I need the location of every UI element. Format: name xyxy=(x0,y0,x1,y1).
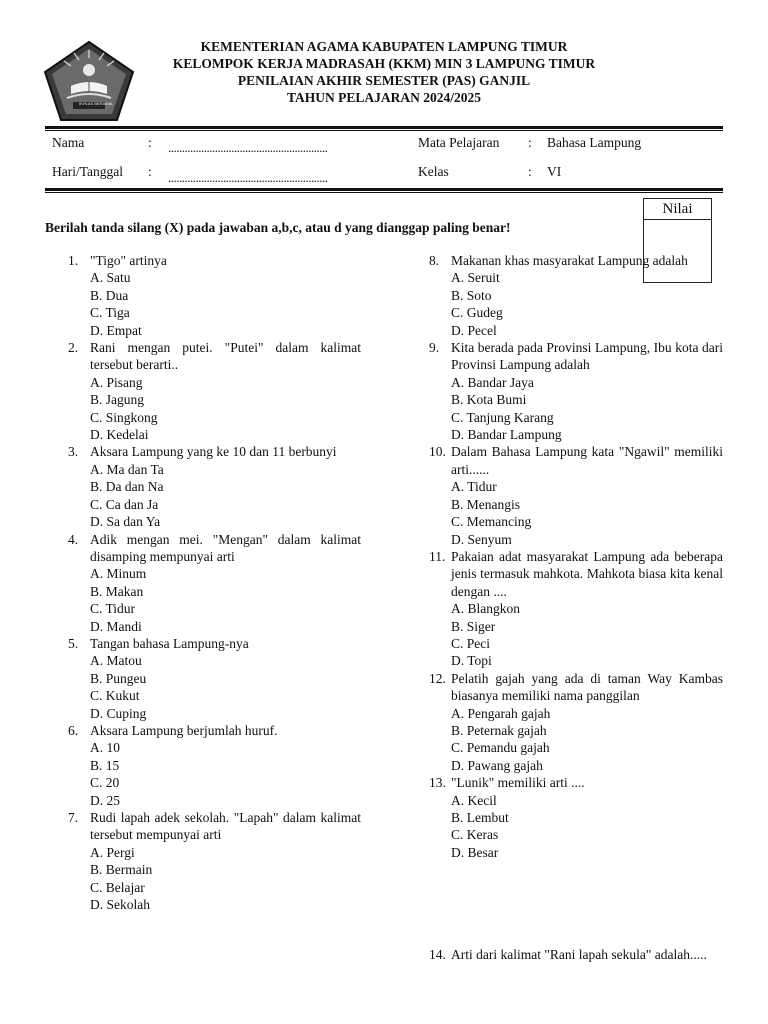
question-number: 4. xyxy=(68,531,79,547)
question-item xyxy=(429,339,723,443)
header-line-year: TAHUN PELAJARAN 2024/2025 xyxy=(286,90,481,105)
answer-option[interactable]: C. Peci xyxy=(451,635,490,651)
answer-option[interactable]: C. Tiga xyxy=(90,305,130,321)
question-number: 3. xyxy=(68,444,79,460)
answer-option[interactable]: D. Mandi xyxy=(90,618,142,634)
question-number: 13. xyxy=(429,775,446,791)
answer-option[interactable]: A. Bandar Jaya xyxy=(451,374,534,390)
question-text: Dalam Bahasa Lampung kata "Ngawil" memiliki arti...... xyxy=(451,444,723,477)
question-text: Makanan khas masyarakat Lampung adalah xyxy=(451,253,688,268)
hari-colon: : xyxy=(148,164,152,179)
question-text: Rani mengan putei. "Putei" dalam kalimat tersebut berarti.. xyxy=(90,340,361,373)
question-number: 14. xyxy=(429,947,446,962)
question-item xyxy=(68,252,361,339)
answer-option[interactable]: B. Lembut xyxy=(451,810,509,825)
hari-tanggal-field[interactable]: .......................................................... xyxy=(168,170,328,185)
answer-option[interactable]: A. Pergi xyxy=(90,844,135,860)
answer-option[interactable]: C. Kukut xyxy=(90,688,140,704)
kelas-label: Kelas xyxy=(418,164,449,179)
answer-option[interactable]: A. Matou xyxy=(90,653,142,669)
header-rule-thin xyxy=(45,130,723,131)
kelas-colon: : xyxy=(528,164,532,179)
answer-option[interactable]: C. Singkong xyxy=(90,409,158,425)
nama-field[interactable]: .......................................................... xyxy=(168,140,328,155)
answer-option[interactable]: C. Tidur xyxy=(90,601,136,617)
answer-option[interactable]: D. Sekolah xyxy=(90,897,150,913)
question-item xyxy=(429,946,723,963)
answer-option[interactable]: C. Keras xyxy=(451,827,499,843)
question-item xyxy=(68,531,361,635)
question-item xyxy=(429,774,723,861)
info-rule-thick xyxy=(45,188,723,191)
answer-option[interactable]: C. Pemandu gajah xyxy=(451,740,550,756)
answer-option[interactable]: A. Minum xyxy=(90,566,147,582)
header-line-ministry: KEMENTERIAN AGAMA KABUPATEN LAMPUNG TIMUR xyxy=(200,39,568,54)
header-rule-thick xyxy=(45,126,723,129)
question-item xyxy=(429,548,723,670)
question-number: 5. xyxy=(68,635,79,651)
question-text: Pelatih gajah yang ada di taman Way Kambas biasanya memiliki nama panggilan xyxy=(451,670,723,704)
answer-option[interactable]: C. 20 xyxy=(90,775,120,791)
question-number: 9. xyxy=(429,340,440,356)
question-number: 10. xyxy=(429,444,446,460)
answer-option[interactable]: D. Kedelai xyxy=(90,427,149,443)
answer-option[interactable]: C. Tanjung Karang xyxy=(451,409,554,425)
answer-option[interactable]: C. Memancing xyxy=(451,514,532,530)
question-item xyxy=(429,443,723,547)
answer-option[interactable]: D. Senyum xyxy=(451,531,512,547)
hari-label: Hari/Tanggal xyxy=(52,164,124,179)
answer-option[interactable]: D. Pawang gajah xyxy=(451,757,543,773)
answer-option[interactable]: B. Jagung xyxy=(90,392,144,408)
answer-option[interactable]: B. 15 xyxy=(90,757,120,773)
question-number: 8. xyxy=(429,253,440,268)
answer-option[interactable]: A. Blangkon xyxy=(451,601,520,617)
question-number: 11. xyxy=(429,548,446,564)
answer-option[interactable]: B. Soto xyxy=(451,287,492,303)
answer-option[interactable]: A. Seruit xyxy=(451,270,500,286)
logo-motto: IKHLAS BERAMAL xyxy=(79,101,114,106)
answer-option[interactable]: D. Cuping xyxy=(90,705,147,721)
answer-option[interactable]: B. Peternak gajah xyxy=(451,722,547,738)
answer-option[interactable]: B. Bermain xyxy=(90,862,153,878)
question-item xyxy=(68,809,361,913)
answer-option[interactable]: D. Topi xyxy=(451,653,492,669)
mapel-colon: : xyxy=(528,135,532,150)
answer-option[interactable]: A. Satu xyxy=(90,270,131,286)
kelas-value: VI xyxy=(547,164,562,179)
question-item xyxy=(68,635,361,722)
answer-option[interactable]: D. Bandar Lampung xyxy=(451,427,562,443)
question-text: "Lunik" memiliki arti .... xyxy=(451,775,585,791)
question-item xyxy=(429,670,723,774)
answer-option[interactable]: C. Ca dan Ja xyxy=(90,496,159,512)
answer-option[interactable]: D. Besar xyxy=(451,844,499,860)
question-number: 2. xyxy=(68,340,79,356)
question-item xyxy=(68,339,361,443)
answer-option[interactable]: D. 25 xyxy=(90,792,120,808)
answer-option[interactable]: D. Empat xyxy=(90,322,142,338)
answer-option[interactable]: B. Menangis xyxy=(451,496,520,512)
nama-colon: : xyxy=(148,135,152,150)
answer-option[interactable]: A. Pengarah gajah xyxy=(451,705,551,721)
document-header xyxy=(120,38,648,106)
answer-option[interactable]: B. Da dan Na xyxy=(90,479,164,495)
question-number: 6. xyxy=(68,722,79,738)
question-item xyxy=(68,443,361,530)
mapel-value: Bahasa Lampung xyxy=(547,135,642,150)
question-text: Rudi lapah adek sekolah. "Lapah" dalam kalimat tersebut mempunyai arti xyxy=(90,810,361,843)
question-text: Kita berada pada Provinsi Lampung, Ibu kota dari Provinsi Lampung adalah xyxy=(451,340,723,373)
questions-right-column xyxy=(429,252,723,861)
question-text: Adik mengan mei. "Mengan" dalam kalimat disamping mempunyai arti xyxy=(90,531,361,564)
question-text: "Tigo" artinya xyxy=(90,253,167,268)
question-text: Tangan bahasa Lampung-nya xyxy=(90,635,249,651)
info-rule-thin xyxy=(45,192,723,193)
question-item xyxy=(429,252,723,339)
answer-option[interactable]: C. Gudeg xyxy=(451,305,503,321)
nilai-label: Nilai xyxy=(644,199,711,220)
answer-option[interactable]: C. Belajar xyxy=(90,879,145,895)
mapel-label: Mata Pelajaran xyxy=(418,135,500,150)
answer-option[interactable]: A. 10 xyxy=(90,740,120,756)
answer-option[interactable]: B. Pungeu xyxy=(90,670,147,686)
question-text: Pakaian adat masyarakat Lampung ada beberapa jenis termasuk mahkota. Mahkota biasa kita kenal dengan .... xyxy=(451,548,723,599)
answer-option[interactable]: A. Ma dan Ta xyxy=(90,461,164,477)
header-line-kkm: KELOMPOK KERJA MADRASAH (KKM) MIN 3 LAMPUNG TIMUR xyxy=(172,56,596,71)
question-text: Aksara Lampung yang ke 10 dan 11 berbunyi xyxy=(90,444,337,460)
answer-option[interactable]: D. Pecel xyxy=(451,322,497,338)
answer-option[interactable]: D. Sa dan Ya xyxy=(90,514,161,530)
answer-option[interactable]: B. Dua xyxy=(90,287,129,303)
answer-option[interactable]: A. Kecil xyxy=(451,792,497,808)
questions-left-column xyxy=(68,252,361,913)
question-item xyxy=(68,722,361,809)
question-text: Aksara Lampung berjumlah huruf. xyxy=(90,722,278,738)
instruction-text: Berilah tanda silang (X) pada jawaban a,b,c, atau d yang dianggap paling benar! xyxy=(45,220,511,235)
question-text: Arti dari kalimat "Rani lapah sekula" adalah..... xyxy=(451,947,707,962)
answer-option[interactable]: B. Makan xyxy=(90,583,144,599)
answer-option[interactable]: A. Tidur xyxy=(451,479,497,495)
question-number: 1. xyxy=(68,253,79,268)
header-line-exam: PENILAIAN AKHIR SEMESTER (PAS) GANJIL xyxy=(237,73,531,88)
nama-label: Nama xyxy=(52,135,85,150)
answer-option[interactable]: A. Pisang xyxy=(90,374,143,390)
question-number: 7. xyxy=(68,810,79,825)
question-number: 12. xyxy=(429,670,446,686)
answer-option[interactable]: B. Kota Bumi xyxy=(451,392,527,408)
answer-option[interactable]: B. Siger xyxy=(451,618,496,634)
